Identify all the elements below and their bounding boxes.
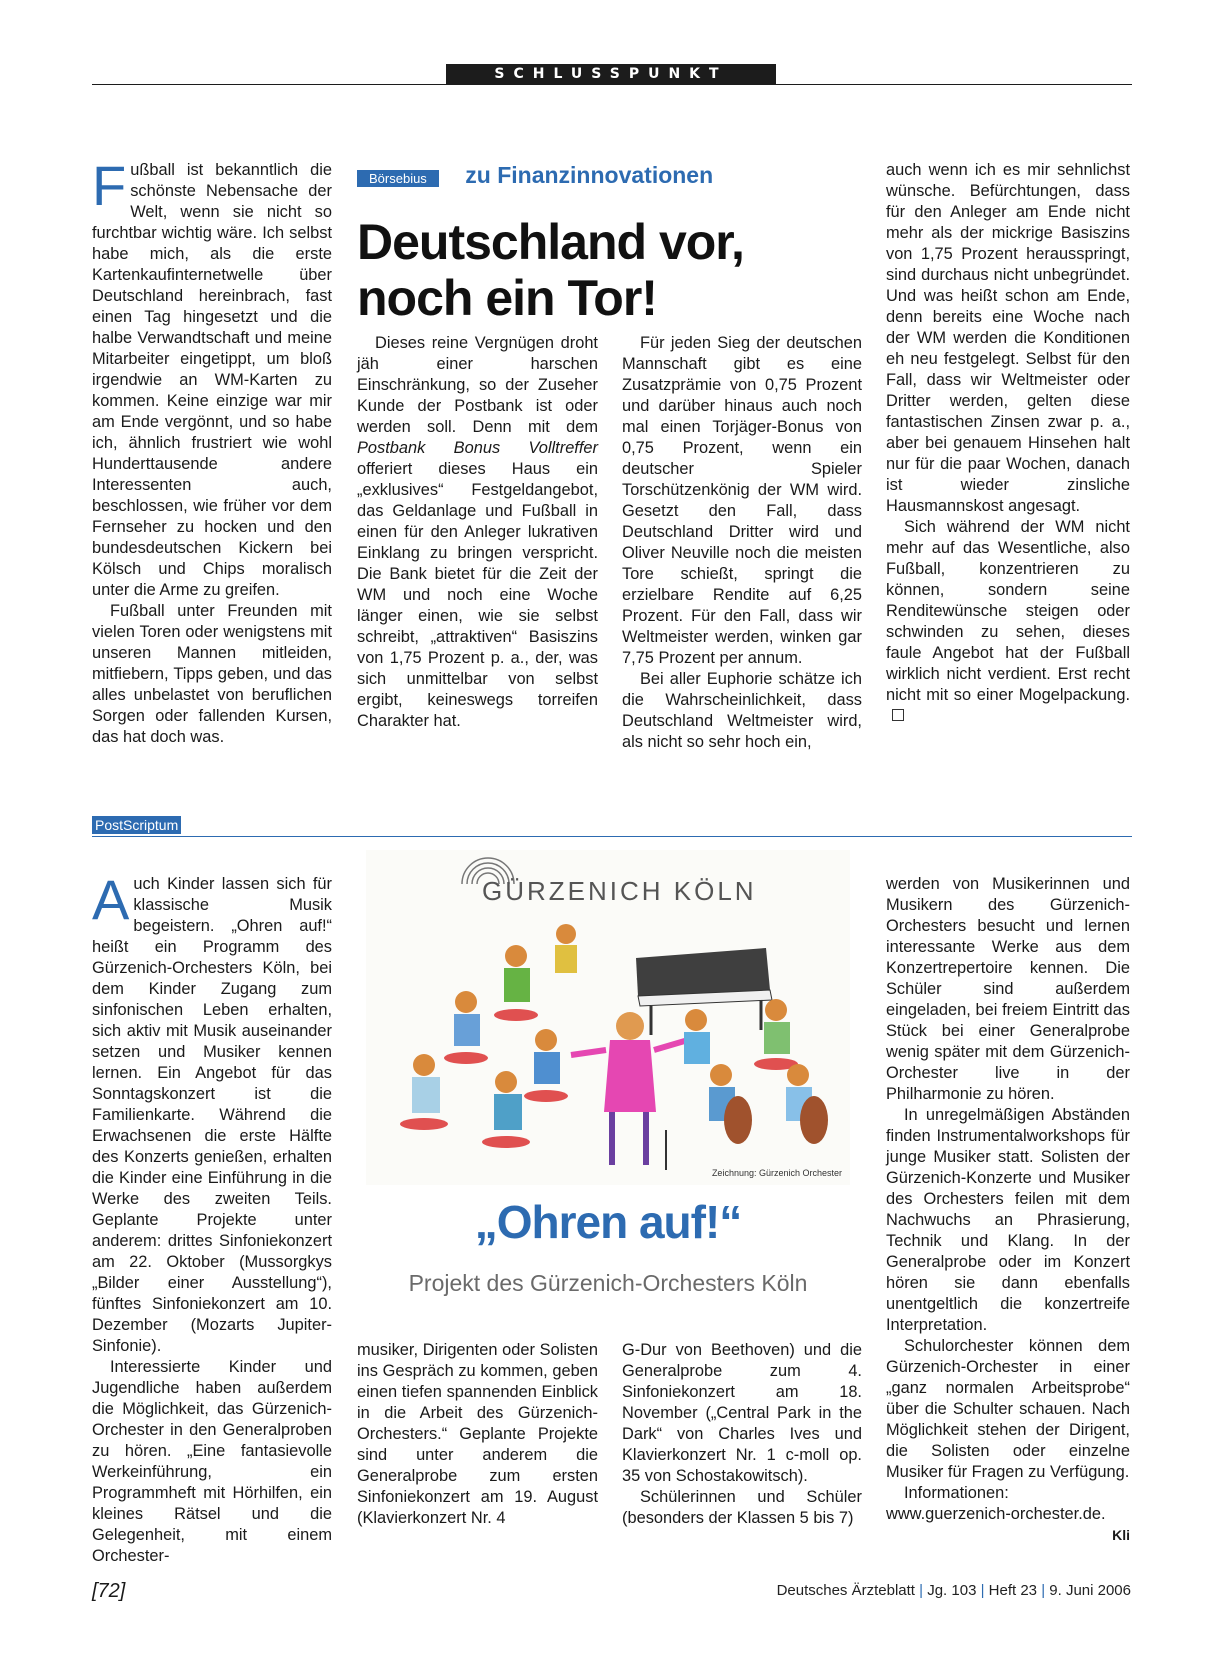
headline: Deutschland vor, noch ein Tor! xyxy=(357,214,744,326)
postscriptum-rule xyxy=(92,836,1132,837)
top-col3-para-2: Bei aller Euphorie schätze ich die Wahrscheinlichkeit, dass Deutschland Weltmeister wird, als nicht so sehr hoch ein, xyxy=(622,670,862,751)
separator: | xyxy=(1037,1582,1050,1599)
page-number: [72] xyxy=(92,1580,126,1602)
ps-col2-para-1: musiker, Dirigenten oder Solisten ins Gespräch zu kommen, geben einen tiefen spannenden Einblick in die Arbeit des Gürzenich-Orchesters.“ Geplante Projekte sind unter anderem die Generalprobe zum ersten Sinfoniekonzert am 19. August (Klavierkonzert Nr. 4 xyxy=(357,1341,598,1527)
ps-col1-para-1: Auch Kinder lassen sich für klassische Musik begeistern. „Ohren auf!“ heißt ein Programm des Gürzenich-Orchesters Köln, bei dem Kinder Zugang zum sinfonischen Leben erhalten, sich aktiv mit Musik auseinander setzen und Musiker kennen lernen. Ein Angebot für das Sonntagskonzert ist die Familienkarte. Während die Erwachsenen die erste Hälfte des Konzerts genießen, erhalten die Kinder eine Einführung in die Werke des zweiten Teils. Geplante Projekte unter anderem: drittes Sinfoniekonzert am 22. Oktober (Mussorgkys „Bilder einer Ausstellung“), fünftes Sinfoniekonzert am 10. Dezember (Mozarts Jupiter-Sinfonie). xyxy=(92,868,332,1355)
top-col4-para-2: Sich während der WM nicht mehr auf das Wesentliche, also Fußball, konzentrieren zu können, sondern seine Renditewünsche steigen oder schwinden zu sehen, dieses faule Angebot hat der Fußball wirklich nicht verdient. Erst recht nicht mit so einer Mogelpackung. xyxy=(886,517,1130,727)
ps-headline: „Ohren auf!“ xyxy=(474,1196,742,1248)
author-initials: Kli xyxy=(1112,1527,1130,1543)
drawing-label: GÜRZENICH KÖLN xyxy=(482,876,757,906)
issue: Heft 23 xyxy=(988,1582,1038,1599)
footer-citation xyxy=(777,1582,1131,1599)
date: 9. Juni 2006 xyxy=(1049,1582,1131,1599)
ps-col-1 xyxy=(92,868,332,1567)
ps-col-4 xyxy=(886,874,1130,1546)
top-col1-para-2: Fußball unter Freunden mit vielen Toren oder wenigstens mit unseren Mannen mitleiden, mitfiebern, Tipps geben, und das alles unbelastet von beruflichen Sorgen oder fallenden Kursen, das hat doch was. xyxy=(92,602,332,746)
top-col-3 xyxy=(622,333,862,753)
separator: | xyxy=(914,1582,928,1599)
boersebius-tag: Börsebius xyxy=(357,170,439,187)
ps-col4-para-4: Informationen: www.guerzenich-orchester.de. Kli xyxy=(886,1483,1130,1525)
orchestra-drawing xyxy=(366,850,850,1185)
separator: | xyxy=(976,1582,989,1599)
dropcap-f: F xyxy=(92,154,127,217)
top-col2-para-1: Dieses reine Vergnügen droht jäh einer harschen Einschränkung, so der Zuseher Kunde der Postbank ist oder werden soll. Denn mit dem Postbank Bonus Volltreffer offeriert dieses Haus ein „exklusives“ Festgeldangebot, das Geldanlage und Fußball in einen für den Anleger lukrativen Einklang zu bringen verspricht. Die Bank bietet für die Zeit der WM und noch eine Woche länger einen, wie sie selbst schreibt, „attraktiven“ Basiszins von 1,75 Prozent p. a., der, was sich unmittelbar von selbst ergibt, keineswegs torreifen Charakter hat. xyxy=(357,334,598,730)
top-col3-para-1: Für jeden Sieg der deutschen Mannschaft gibt es eine Zusatzprämie von 0,75 Prozent und darüber hinaus auch noch mal einen Torjäger-Bonus von 0,75 Prozent, wenn ein deutscher Spieler Torschützenkönig der WM wird. Gesetzt den Fall, dass Deutschland Dritter wird und Oliver Neuville noch die meisten Tore schießt, springt die erzielbare Rendite auf 6,25 Prozent. Für den Fall, dass wir Weltmeister werden, winken gar 7,75 Prozent per annum. xyxy=(622,334,862,667)
ps-col-3 xyxy=(622,1340,862,1529)
top-col4-para-1: auch wenn ich es mir sehnlichst wünsche. Befürchtungen, dass für den Anleger am Ende nicht mehr als der mickrige Basiszins von 1,75 Prozent herausspringt, sind durchaus nicht unbegründet. Und was heißt schon am Ende, denn bereits eine Woche nach der WM werden die Konditionen eh neu festgelegt. Selbst für den Fall, dass wir Weltmeister oder Dritter werden, gelten diese fantastischen Zinsen zwar p. a., aber bei genauem Hinsehen halt nur für die paar Wochen, danach ist wieder zinsliche Hausmannskost angesagt. xyxy=(886,161,1130,515)
ps-subhead: Projekt des Gürzenich-Orchesters Köln xyxy=(408,1270,808,1296)
dropcap-a: A xyxy=(92,868,130,931)
ps-col3-para-1: G-Dur von Beethoven) und die Generalprobe zum 4. Sinfoniekonzert am 18. November („Central Park in the Dark“ von Charles Ives und Klavierkonzert Nr. 1 c-moll op. 35 von Schostakowitsch). xyxy=(622,1341,862,1485)
drawing-credit: Zeichnung: Gürzenich Orchester xyxy=(711,1168,842,1178)
top-col-1 xyxy=(92,154,332,748)
journal-name: Deutsches Ärzteblatt xyxy=(776,1582,915,1599)
ps-col-2 xyxy=(357,1340,598,1529)
top-rule xyxy=(92,84,1132,85)
end-mark-icon xyxy=(892,709,904,721)
ps-col3-para-2: Schülerinnen und Schüler (besonders der Klassen 5 bis 7) xyxy=(622,1488,862,1527)
top-col1-para-1: Fußball ist bekanntlich die schönste Nebensache der Welt, wenn sie nicht so furchtbar wichtig wäre. Ich selbst habe mich, als die erste Kartenkaufinternetwelle über Deutschland hereinbrach, fast einen Tag hingesetzt und die halbe Verwandtschaft und meine Mitarbeiter eingetippt, um bloß irgendwie an WM-Karten zu kommen. Keine einzige war mir am Ende vergönnt, und so habe ich, ähnlich frustriert wie wohl Hunderttausende andere Interessenten auch, beschlossen, wie früher vor dem Fernseher zu hocken und den bundesdeutschen Kickern bei Kölsch und Chips moralisch unter die Arme zu greifen. xyxy=(92,154,332,599)
kicker: zu Finanzinnovationen xyxy=(465,162,714,188)
ps-col4-para-1: werden von Musikerinnen und Musikern des Gürzenich-Orchesters besucht und lernen interessante Werke aus dem Konzertrepertoire kennen. Die Schüler sind außerdem eingeladen, bei freiem Eintritt das Stück bei einer Generalprobe wenig später mit dem Gürzenich-Orchester live in der Philharmonie zu hören. xyxy=(886,875,1130,1103)
product-name: Postbank Bonus Volltreffer xyxy=(357,439,598,457)
article-kicker-row xyxy=(357,162,857,189)
section-header: SCHLUSSPUNKT xyxy=(446,64,776,84)
ps-col1-para-2: Interessierte Kinder und Jugendliche haben außerdem die Möglichkeit, das Gürzenich-Orchester in den Generalproben zu hören. „Eine fantasievolle Werkeinführung, ein Programmheft mit Hörhilfen, ein kleines Rätsel und die Gelegenheit, mit einem Orchester- xyxy=(92,1358,332,1565)
ps-col4-para-2: In unregelmäßigen Abständen finden Instrumentalworkshops für junge Musiker statt. Solisten der Gürzenich-Konzerte und Musiker des Orchesters feilen mit dem Nachwuchs an Phrasierung, Technik und Klang. In der Generalprobe oder im Konzert hören sie dann ebenfalls unentgeltlich die konzertreife Interpretation. xyxy=(886,1106,1130,1334)
top-col-2 xyxy=(357,333,598,732)
top-col-4 xyxy=(886,160,1130,727)
volume: Jg. 103 xyxy=(927,1582,977,1599)
ps-col4-para-3: Schulorchester können dem Gürzenich-Orchester in einer „ganz normalen Arbeitsprobe“ über die Schulter schauen. Nach Möglichkeit stehen der Dirigent, die Solisten oder einzelne Musiker für Fragen zu Verfügung. xyxy=(886,1337,1130,1481)
children-drawing-image xyxy=(366,850,850,1185)
postscriptum-tag: PostScriptum xyxy=(92,816,181,834)
